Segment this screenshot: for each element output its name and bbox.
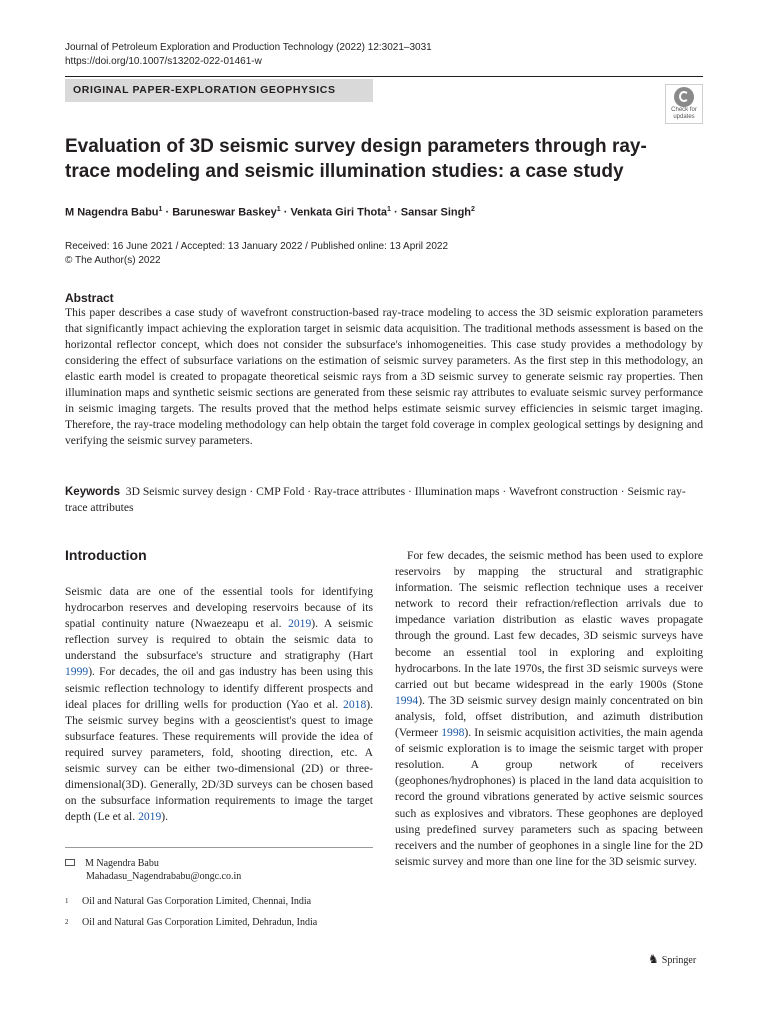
citation-link[interactable]: 1998: [441, 726, 465, 740]
author-affiliation-mark: 2: [471, 206, 475, 213]
keywords-label: Keywords: [65, 486, 120, 498]
publication-history: Received: 16 June 2021 / Accepted: 13 January 2022 / Published online: 13 April 2022: [65, 241, 449, 252]
author-separator: ·: [390, 206, 401, 219]
citation-link[interactable]: 2018: [343, 697, 367, 711]
text-run: For few decades, the seismic method has been used to explore reservoirs by mapping the structural and stratigraphic information. The seismic reflection technique uses a receiver network to record their refraction/reflection arrivals due to impedance variation distribution as elastic waves propagate through the ground. Last few decades, 3D seismic surveys have become an essential tool in exploring and exploiting hydrocarbons. In the late 1970s, the first 3D seismic surveys were carried out but became widespread in the early 1900s (Stone: [395, 549, 703, 691]
publisher-name: Springer: [661, 955, 697, 966]
affiliation-number: 2: [65, 918, 69, 926]
corresponding-email[interactable]: Mahadasu_Nagendrababu@ongc.co.in: [86, 871, 242, 882]
affiliation-number: 1: [65, 897, 69, 905]
publication-dates: [65, 240, 448, 268]
author-affiliation-mark: 1: [387, 206, 391, 213]
author-name[interactable]: Venkata Giri Thota: [290, 206, 388, 219]
citation-link[interactable]: 2019: [288, 617, 312, 631]
author-separator: ·: [280, 206, 291, 219]
check-for-updates-icon: [674, 87, 694, 107]
check-for-updates-line1: Check for: [671, 107, 697, 113]
author-name[interactable]: M Nagendra Babu: [65, 206, 159, 219]
introduction-heading: Introduction: [65, 547, 147, 563]
keywords-text: 3D Seismic survey design · CMP Fold · Ray-trace attributes · Illumination maps · Wavefront construction · Seismic ray-trace attributes: [65, 485, 686, 514]
intro-paragraph-1: [65, 584, 373, 825]
doi-link[interactable]: https://doi.org/10.1007/s13202-022-01461-w: [65, 56, 262, 67]
citation-link[interactable]: 1994: [395, 693, 419, 707]
author-name[interactable]: Baruneswar Baskey: [172, 206, 277, 219]
journal-citation: Journal of Petroleum Exploration and Production Technology (2022) 12:3021–3031: [65, 42, 432, 53]
text-run: ). For decades, the oil and gas industry has been using this seismic reflection technology to identify different prospects and ideal places for drilling wells for production (Yao et al.: [65, 665, 373, 711]
text-run: ).: [161, 810, 169, 824]
envelope-icon: [65, 859, 75, 866]
footnote-rule: [65, 847, 373, 848]
text-run: ). A seismic reflection survey is required to obtain the seismic data to understand the subsurface's structure and stratigraphy (Hart: [65, 617, 373, 663]
author-separator: ·: [162, 206, 173, 219]
author-list: [65, 202, 705, 221]
affiliation-text: Oil and Natural Gas Corporation Limited, Dehradun, India: [82, 917, 318, 928]
text-run: ). In seismic acquisition activities, the main agenda of seismic exploration is to image the seismic target with proper resolution. A group network of receivers (geophones/hydrophones) is placed in the land data acquisition to record the ground vibrations generated by active seismic sources such as explosives and vibrators. These geophones are deployed using predefined survey parameters such as spacing between receivers and the number of geophones in a single line for the 2D seismic survey and more than one line for the 3D seismic survey.: [395, 726, 703, 868]
publisher-logo: [648, 952, 696, 968]
author-affiliation-mark: 1: [158, 206, 163, 213]
affiliation-text: Oil and Natural Gas Corporation Limited, Chennai, India: [82, 896, 312, 907]
header-rule: [65, 76, 703, 77]
left-column: [65, 584, 373, 826]
text-run: ). The seismic survey begins with a geoscientist's quest to image subsurface features. These requirements will provide the idea of required survey parameters, fold, shooting direction, etc. A seismic survey can be either two-dimensional (2D) or three-dimensional(3D). Generally, 2D/3D surveys can be chosen based on the subsurface information requirements to image the target depth (Le et al.: [65, 697, 373, 824]
corresponding-name: M Nagendra Babu: [85, 858, 159, 869]
springer-horse-icon: ♞: [648, 952, 659, 966]
abstract-text: This paper describes a case study of wavefront construction-based ray-trace modeling to access the 3D seismic exploration parameters that significantly impact achieving the exploration target in seismic data acquisition. The traditional methods assessment is based on the horizontal reflector concept, which does not consider the subsurface's inhomogeneities. This case study provides a methodology by considering the effect of subsurface variations on the estimation of seismic survey parameters. As the first step in this methodology, an elastic earth model is created to propagate theoretical seismic rays from a 3D seismic survey to generate seismic ray properties. Then illumination maps and synthetic seismic sections are generated from these seismic ray attributes to evaluate seismic survey performance in seismic imaging targets. The results proved that the method helps estimate seismic survey efficiencies in seismic target imaging. Therefore, the ray-trace modeling methodology can help obtain the target fold coverage in complex geological settings by designing and verifying the seismic survey parameters.: [65, 306, 703, 447]
check-for-updates-badge[interactable]: [665, 84, 703, 124]
corresponding-author: [65, 857, 241, 883]
paper-title: Evaluation of 3D seismic survey design parameters through ray-trace modeling and seismic illumination studies: a case study: [65, 136, 647, 182]
author-affiliation-mark: 1: [276, 206, 281, 213]
journal-header: [65, 41, 432, 69]
text-run: ). The 3D seismic survey design mainly concentrated on bin analysis, fold, offset distribution, and azimuth distribution (Vermeer: [395, 693, 703, 740]
citation-link[interactable]: 2019: [138, 810, 162, 824]
affiliation: [65, 916, 317, 929]
text-run: Seismic data are one of the essential tools for identifying hydrocarbon reserves and developing reservoirs because of its spatial continuity nature (Nwaezeapu et al.: [65, 585, 373, 631]
author-name[interactable]: Sansar Singh: [400, 206, 472, 219]
intro-paragraph-2: [395, 548, 703, 870]
citation-link[interactable]: 1999: [65, 665, 89, 679]
keywords: [65, 484, 703, 516]
affiliation: [65, 895, 311, 908]
abstract-heading: Abstract: [65, 291, 114, 305]
check-for-updates-line2: updates: [673, 114, 695, 120]
right-column: [395, 548, 703, 870]
article-category: ORIGINAL PAPER-EXPLORATION GEOPHYSICS: [65, 79, 373, 102]
copyright: © The Author(s) 2022: [65, 255, 161, 266]
